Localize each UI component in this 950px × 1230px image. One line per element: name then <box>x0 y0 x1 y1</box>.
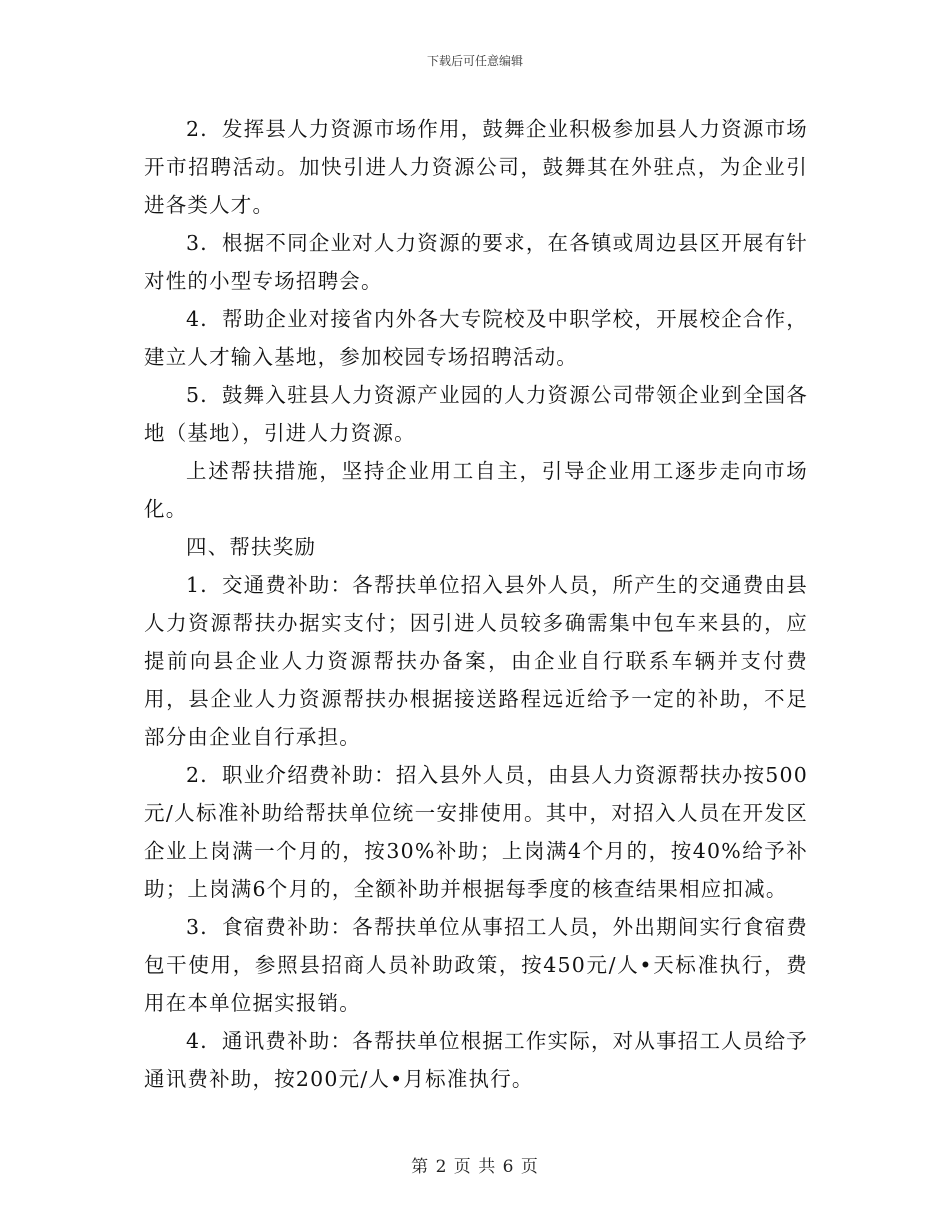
paragraph-lodging-subsidy: 3．食宿费补助：各帮扶单位从事招工人员，外出期间实行食宿费包干使用，参照县招商人员补助政策，按450元/人•天标准执行，费用在本单位据实报销。 <box>144 915 808 1015</box>
paragraph-communication-subsidy: 4．通讯费补助：各帮扶单位根据工作实际，对从事招工人员给予通讯费补助，按200元/人•月标准执行。 <box>144 1029 808 1091</box>
paragraph-item-4: 4．帮助企业对接省内外各大专院校及中职学校，开展校企合作，建立人才输入基地，参加校园专场招聘活动。 <box>144 307 808 369</box>
paragraph-referral-subsidy: 2．职业介绍费补助：招入县外人员，由县人力资源帮扶办按500元/人标准补助给帮扶单位统一安排使用。其中，对招入人员在开发区企业上岗满一个月的，按30%补助；上岗满4个月的，按40%给予补助；上岗满6个月的，全额补助并根据每季度的核查结果相应扣减。 <box>144 763 808 901</box>
page-header: 下载后可任意编辑 <box>426 54 523 68</box>
document-body <box>144 110 808 1098</box>
paragraph-item-5: 5．鼓舞入驻县人力资源产业园的人力资源公司带领企业到全国各地（基地），引进人力资源。 <box>144 383 808 445</box>
paragraph-item-3: 3．根据不同企业对人力资源的要求，在各镇或周边县区开展有针对性的小型专场招聘会。 <box>144 231 808 293</box>
paragraph-item-2: 2．发挥县人力资源市场作用，鼓舞企业积极参加县人力资源市场开市招聘活动。加快引进人力资源公司，鼓舞其在外驻点，为企业引进各类人才。 <box>144 117 808 217</box>
page-number: 第 2 页 共 6 页 <box>411 1157 539 1177</box>
paragraph-summary: 上述帮扶措施，坚持企业用工自主，引导企业用工逐步走向市场化。 <box>144 459 808 521</box>
paragraph-transport-subsidy: 1．交通费补助：各帮扶单位招入县外人员，所产生的交通费由县人力资源帮扶办据实支付；因引进人员较多确需集中包车来县的，应提前向县企业人力资源帮扶办备案，由企业自行联系车辆并支付费用，县企业人力资源帮扶办根据接送路程远近给予一定的补助，不足部分由企业自行承担。 <box>144 573 808 749</box>
section-heading: 四、帮扶奖励 <box>186 535 317 559</box>
